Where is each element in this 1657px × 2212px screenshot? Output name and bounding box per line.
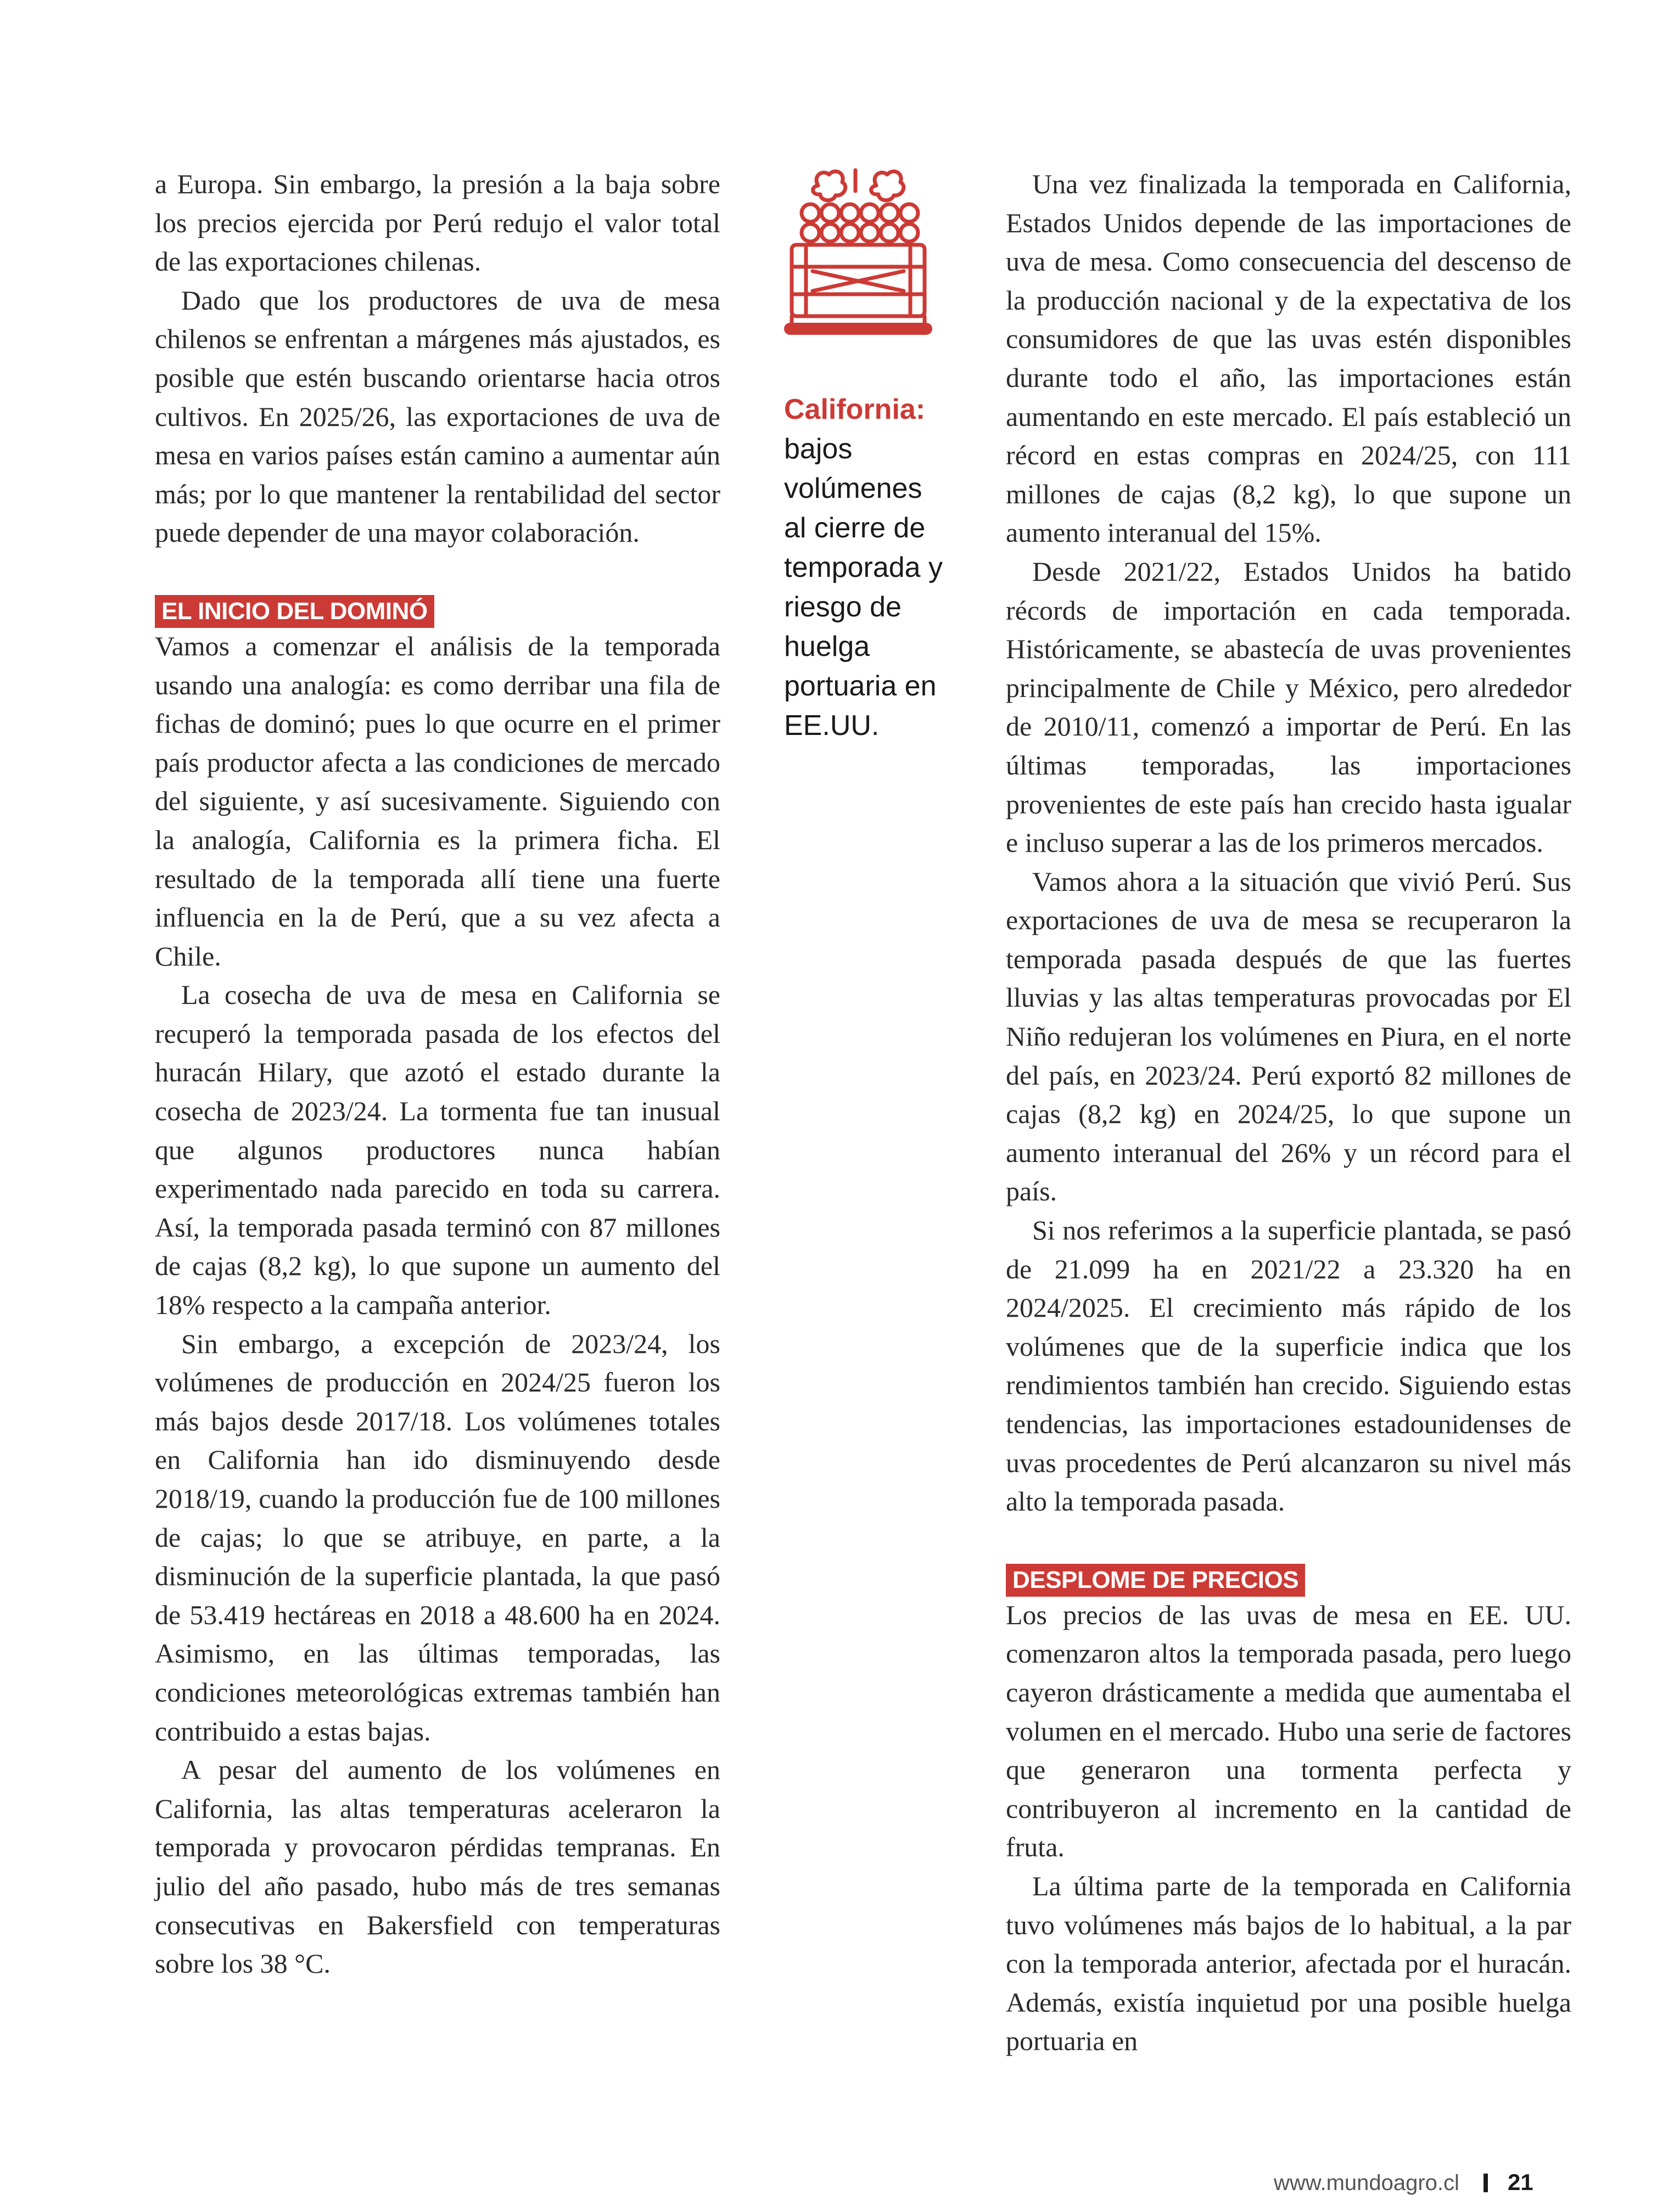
paragraph: Si nos referimos a la superficie plantada, se pasó de 21.099 ha en 2021/22 a 23.320 ha en 2024/2025. El crecimiento más rápido de los volúmenes que de la superficie indica que los rendimientos también han crecido. Siguiendo estas tendencias, las importaciones estadounidenses de uvas procedentes de Perú alcanzaron su nivel más alto la temporada pasada. bbox=[1006, 1215, 1571, 1517]
section-heading-wrap bbox=[1006, 1559, 1571, 1596]
page-number: 21 bbox=[1507, 2169, 1533, 2195]
paragraph: La cosecha de uva de mesa en California se recuperó la temporada pasada de los efectos del huracán Hilary, que azotó el estado durante la cosecha de 2023/24. La tormenta fue tan inusual que algunos productores nunca habían experimentado nada parecido en toda su carrera. Así, la temporada pasada terminó con 87 millones de cajas (8,2 kg), lo que supone un aumento del 18% respecto a la campaña anterior. bbox=[155, 979, 720, 1321]
footer-separator bbox=[1484, 2174, 1488, 2192]
paragraph: Vamos ahora a la situación que vivió Perú. Sus exportaciones de uva de mesa se recuperaron la temporada pasada después de que las fuertes lluvias y las altas temperaturas provocadas por El Niño redujeran los volúmenes en Piura, en el norte del país, en 2023/24. Perú exportó 82 millones de cajas (8,2 kg) en 2024/25, lo que supone un aumento interanual del 26% y un récord para el país. bbox=[1006, 866, 1571, 1207]
website-link[interactable]: www.mundoagro.cl bbox=[1274, 2171, 1459, 2195]
grape-crate-icon bbox=[784, 165, 932, 340]
paragraph: Vamos a comenzar el análisis de la temporada usando una analogía: es como derribar una fila de fichas de dominó; pues lo que ocurre en el primer país productor afecta a las condiciones de mercado del siguiente, y así sucesivamente. Siguiendo con la analogía, California es la primera ficha. El resultado de la temporada allí tiene una fuerte influencia en la de Perú, que a su vez afecta a Chile. bbox=[155, 630, 720, 972]
sidebar-callout bbox=[784, 390, 949, 745]
paragraph: La última parte de la temporada en California tuvo volúmenes más bajos de lo habitual, a la par con la temporada anterior, afectada por el huracán. Además, existía inquietud por una posible huelga portuaria en bbox=[1006, 1870, 1571, 2057]
paragraph: A pesar del aumento de los volúmenes en California, las altas temperaturas aceleraron la temporada y provocaron pérdidas tempranas. En julio del año pasado, hubo más de tres semanas consecutivas en Bakersfield con temperaturas sobre los 38 °C. bbox=[155, 1754, 720, 1979]
section-heading: EL INICIO DEL DOMINÓ bbox=[155, 595, 434, 628]
right-column bbox=[1006, 165, 1571, 2061]
paragraph: a Europa. Sin embargo, la presión a la baja sobre los precios ejercida por Perú redujo el valor total de las exportaciones chilenas. bbox=[155, 169, 720, 277]
paragraph: Los precios de las uvas de mesa en EE. UU. comenzaron altos la temporada pasada, pero luego cayeron drásticamente a medida que aumentaba el volumen en el mercado. Hubo una serie de factores que generaron una tormenta perfecta y contribuyeron al incremento en la cantidad de fruta. bbox=[1006, 1599, 1571, 1863]
section-heading-wrap bbox=[155, 591, 720, 627]
paragraph: Desde 2021/22, Estados Unidos ha batido récords de importación en cada temporada. Históricamente, se abastecía de uvas provenientes principalmente de Chile y México, pero alrededor de 2010/11, comenzó a importar de Perú. En las últimas temporadas, las importaciones provenientes de este país han crecido hasta igualar e incluso superar a las de los primeros mercados. bbox=[1006, 555, 1571, 858]
section-heading: DESPLOME DE PRECIOS bbox=[1006, 1564, 1305, 1597]
sidebar-divider bbox=[784, 323, 932, 335]
paragraph: Una vez finalizada la temporada en California, Estados Unidos depende de las importaciones de uva de mesa. Como consecuencia del descenso de la producción nacional y de la expectativa de los consumidores de que las uvas estén disponibles durante todo el año, las importaciones están aumentando en este mercado. El país estableció un récord en estas compras en 2024/25, con 111 millones de cajas (8,2 kg), lo que supone un aumento interanual del 15%. bbox=[1006, 169, 1571, 548]
page-footer bbox=[1274, 2169, 1533, 2196]
sidebar-text: bajos volúmenes al cierre de temporada y riesgo de huelga portuaria en EE.UU. bbox=[784, 433, 943, 742]
paragraph: Dado que los productores de uva de mesa chilenos se enfrentan a márgenes más ajustados, es posible que estén buscando orientarse hacia otros cultivos. En 2025/26, las exportaciones de uva de mesa en varios países están camino a aumentar aún más; por lo que mantener la rentabilidad del sector puede depender de una mayor colaboración. bbox=[155, 284, 720, 548]
paragraph: Sin embargo, a excepción de 2023/24, los volúmenes de producción en 2024/25 fueron los más bajos desde 2017/18. Los volúmenes totales en California han ido disminuyendo desde 2018/19, cuando la producción fue de 100 millones de cajas; lo que se atribuye, en parte, a la disminución de la superficie plantada, la que pasó de 53.419 hectáreas en 2018 a 48.600 ha en 2024. Asimismo, en las últimas temporadas, las condiciones meteorológicas extremas también han contribuido a estas bajas. bbox=[155, 1328, 720, 1747]
left-column bbox=[155, 165, 720, 1983]
sidebar-lead: California: bbox=[784, 394, 926, 425]
